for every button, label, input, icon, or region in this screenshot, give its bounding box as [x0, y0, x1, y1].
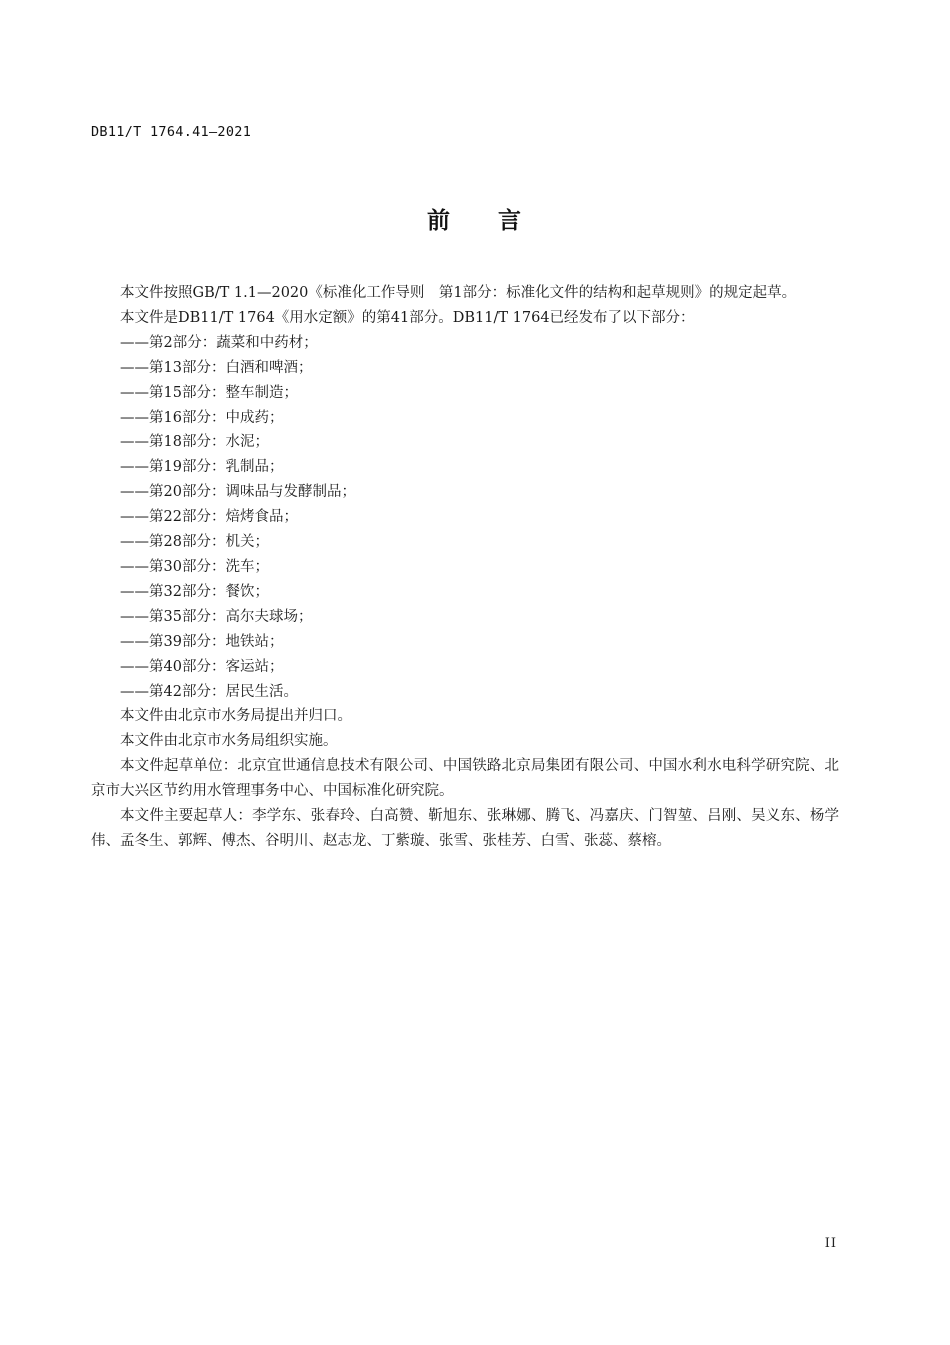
- list-item-part: ——第35部分：高尔夫球场；: [120, 608, 313, 625]
- list-item-part: ——第19部分：乳制品；: [120, 459, 284, 476]
- list-item-part: ——第2部分：蔬菜和中药材；: [120, 334, 318, 351]
- list-item-part: ——第28部分：机关；: [120, 534, 269, 551]
- list-item-part: ——第18部分：水泥；: [120, 434, 269, 451]
- standard-code: DB11/T 1764.41—2021: [91, 124, 252, 140]
- paragraph-drafting-units: 本文件起草单位：北京宜世通信息技术有限公司、中国铁路北京局集团有限公司、中国水利水电科学研究院、北京市大兴区节约用水管理事务中心、中国标准化研究院。: [91, 758, 839, 800]
- paragraph-organized-by: 本文件由北京市水务局组织实施。: [120, 733, 338, 750]
- list-item-part: ——第15部分：整车制造；: [120, 384, 298, 401]
- foreword-body: [91, 281, 839, 854]
- paragraph-basis: 本文件按照GB/T 1.1—2020《标准化工作导则 第1部分：标准化文件的结构和起草规则》的规定起草。: [120, 285, 797, 301]
- list-item-part: ——第22部分：焙烤食品；: [120, 509, 298, 526]
- paragraph-drafters: 本文件主要起草人：李学东、张春玲、白高赞、靳旭东、张琳娜、腾飞、冯嘉庆、门智堃、吕刚、吴义东、杨学伟、孟冬生、郭辉、傅杰、谷明川、赵志龙、丁紫璇、张雪、张桂芳、白雪、张蕊、蔡榕。: [91, 808, 839, 849]
- list-item-part: ——第13部分：白酒和啤酒；: [120, 359, 313, 376]
- list-item-part: ——第40部分：客运站；: [120, 658, 284, 675]
- page-title: [0, 202, 950, 235]
- paragraph-proposed-by: 本文件由北京市水务局提出并归口。: [120, 708, 352, 725]
- page-number: II: [824, 1236, 837, 1251]
- list-item-part: ——第42部分：居民生活。: [120, 683, 298, 700]
- title-char-2: 言: [498, 208, 523, 234]
- paragraph-series-intro: 本文件是DB11/T 1764《用水定额》的第41部分。DB11/T 1764已经发布了以下部分：: [120, 309, 695, 326]
- list-item-part: ——第20部分：调味品与发酵制品；: [120, 484, 356, 501]
- list-item-part: ——第32部分：餐饮；: [120, 583, 269, 600]
- title-char-1: 前: [427, 208, 452, 234]
- list-item-part: ——第30部分：洗车；: [120, 558, 269, 575]
- list-item-part: ——第39部分：地铁站；: [120, 633, 284, 650]
- list-item-part: ——第16部分：中成药；: [120, 409, 284, 426]
